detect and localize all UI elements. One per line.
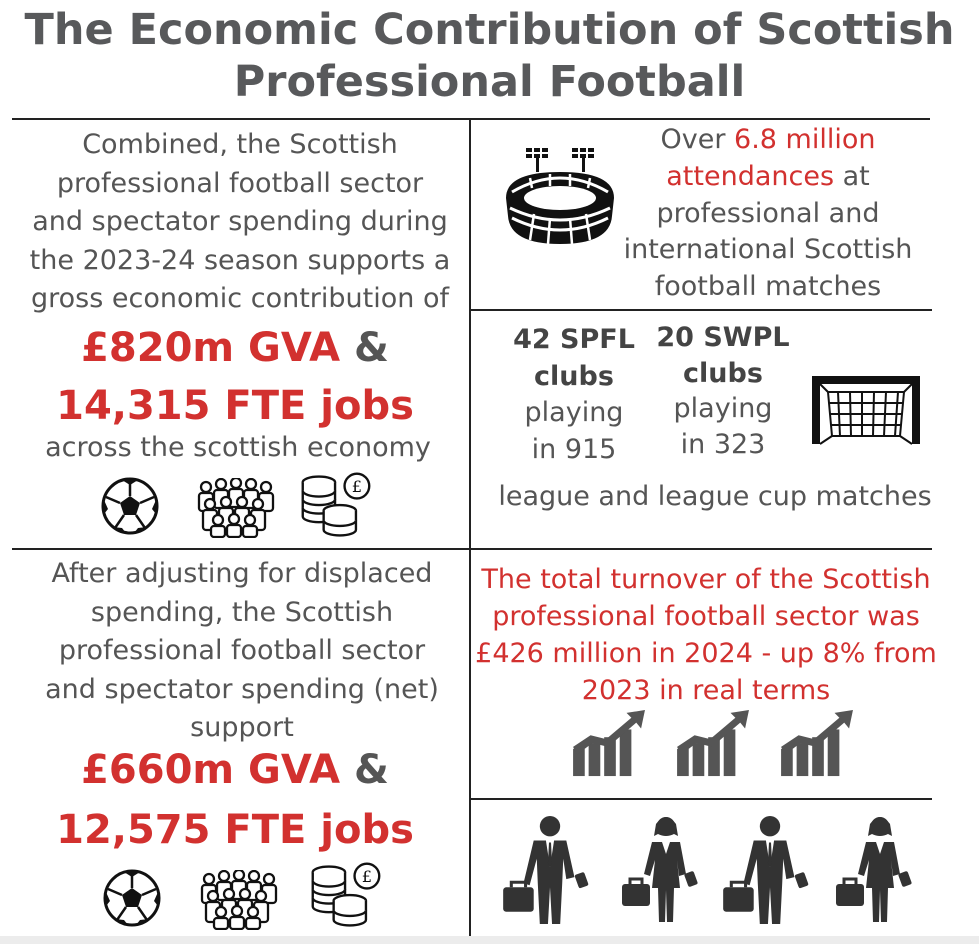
turnover-line: 2023 in real terms [581, 675, 831, 706]
attendance-line-1 [618, 122, 918, 159]
turnover-text [472, 561, 940, 709]
divider-right-1 [470, 309, 932, 311]
bottom-edge [0, 936, 979, 944]
gva-value: £820m GVA [81, 325, 341, 371]
turnover-line: £426 million in 2024 - up 8% from [475, 638, 937, 669]
pound-coins-icon [308, 862, 384, 930]
pound-coins-icon [298, 472, 374, 540]
growth-chart-icon [778, 710, 858, 778]
attendance-line-2 [618, 159, 918, 196]
crowd-icon [196, 478, 276, 538]
swpl-count: 20 SWPL [656, 322, 790, 353]
net-gva-figure [0, 742, 470, 798]
q4-line: spending, the Scottish [90, 596, 394, 628]
net-contribution-text [10, 555, 474, 748]
attendance-line: international Scottish [623, 234, 913, 266]
net-jobs-figure: 12,575 FTE jobs [56, 807, 414, 853]
title-line-2: Professional Football [233, 57, 746, 107]
q1-line: the 2023-24 season supports a [29, 244, 451, 276]
league-matches-text: league and league cup matches [498, 481, 932, 512]
title-line-1: The Economic Contribution of Scottish [24, 5, 955, 55]
stadium-icon [500, 148, 620, 248]
football-icon [102, 868, 162, 928]
spfl-playing: playing [524, 397, 624, 428]
net-gva-value: £660m GVA [81, 747, 341, 793]
football-icon [100, 476, 160, 536]
crowd-icon [199, 870, 279, 930]
spfl-clubs-text [504, 322, 644, 468]
swpl-clubs-text [652, 320, 794, 462]
divider-right-2 [470, 798, 932, 800]
swpl-clubs: clubs [683, 357, 763, 389]
divider-middle [12, 548, 932, 550]
q4-line: After adjusting for displaced [51, 558, 433, 589]
attendance-word: attendances [666, 160, 835, 192]
attendance-pre: Over [660, 124, 735, 155]
ampersand: & [354, 747, 389, 793]
ampersand: & [354, 325, 389, 371]
divider-top [12, 118, 930, 120]
attendance-figure: 6.8 million [734, 124, 876, 155]
growth-chart-icon [674, 710, 754, 778]
q4-line: and spectator spending (net) [45, 673, 439, 705]
turnover-line: The total turnover of the Scottish [481, 564, 931, 595]
goal-net-icon [808, 372, 924, 446]
q1-line: and spectator spending during [32, 206, 448, 237]
q4-line: support [190, 712, 294, 743]
attendance-line: football matches [654, 271, 882, 303]
spfl-matches: in 915 [531, 433, 617, 465]
gross-gva-figure [0, 320, 470, 376]
q1-line: Combined, the Scottish [82, 129, 398, 160]
businesswoman-icon [616, 814, 716, 924]
q1-line: professional football sector [56, 167, 424, 199]
swpl-matches: in 323 [680, 428, 766, 460]
attendance-text [618, 122, 918, 306]
spfl-clubs: clubs [534, 360, 614, 392]
businessman-icon [498, 814, 602, 926]
gross-contribution-text [10, 126, 470, 319]
spfl-count: 42 SPFL [513, 324, 635, 355]
businesswoman-icon [830, 814, 930, 924]
attendance-line: professional and [656, 197, 880, 229]
gross-economy-text: across the scottish economy [45, 432, 431, 463]
turnover-line: professional football sector was [492, 601, 920, 632]
swpl-playing: playing [673, 393, 773, 424]
attendance-post: at [834, 160, 870, 192]
businessman-icon [718, 814, 822, 926]
q4-line: professional football sector [58, 635, 426, 666]
page-title [0, 4, 979, 108]
gross-jobs-figure: 14,315 FTE jobs [56, 383, 414, 429]
growth-chart-icon [570, 710, 650, 778]
q1-line: gross economic contribution of [31, 283, 449, 314]
